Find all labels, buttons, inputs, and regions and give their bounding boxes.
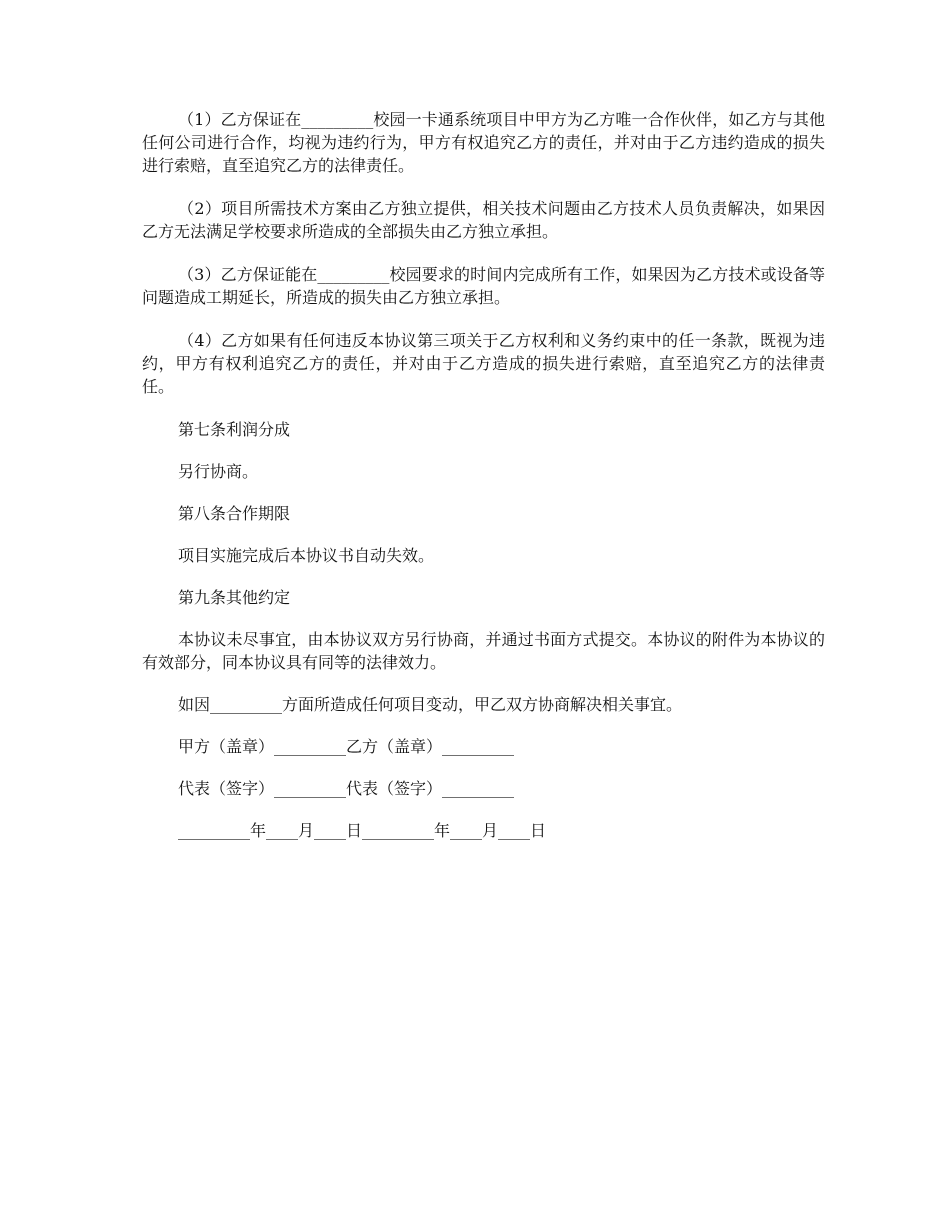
clause-1: （1）乙方保证在_________校园一卡通系统项目中甲方为乙方唯一合作伙伴，如乙方与其他任何公司进行合作，均视为违约行为，甲方有权追究乙方的责任，并对由于乙方违约造成的损失进行索赔，直至追究乙方的法律责任。 bbox=[142, 110, 825, 175]
article-8-body: 项目实施完成后本协议书自动失效。 bbox=[178, 546, 435, 565]
clause-3: （3）乙方保证能在_________校园要求的时间内完成所有工作，如果因为乙方技术或设备等问题造成工期延长，所造成的损失由乙方独立承担。 bbox=[142, 265, 825, 307]
article-8-heading: 第八条合作期限 bbox=[178, 504, 291, 523]
article-9-body-2: 如因_________方面所造成任何项目变动，甲乙双方协商解决相关事宜。 bbox=[178, 695, 683, 714]
clause-2: （2）项目所需技术方案由乙方独立提供，相关技术问题由乙方技术人员负责解决，如果因乙方无法满足学校要求所造成的全部损失由乙方独立承担。 bbox=[142, 199, 825, 241]
article-7-heading: 第七条利润分成 bbox=[178, 420, 291, 439]
clause-4: （4）乙方如果有任何违反本协议第三项关于乙方权利和义务约束中的任一条款，既视为违约，甲方有权利追究乙方的责任，并对由于乙方造成的损失进行索赔，直至追究乙方的法律责任。 bbox=[142, 331, 825, 396]
article-9-body-1: 本协议未尽事宜，由本协议双方另行协商，并通过书面方式提交。本协议的附件为本协议的有效部分，同本协议具有同等的法律效力。 bbox=[142, 630, 825, 672]
article-7-body: 另行协商。 bbox=[178, 462, 259, 481]
signature-date-line: _________年____月____日_________年____月____日 bbox=[178, 821, 547, 840]
signature-seal-line: 甲方（盖章）_________乙方（盖章）_________ bbox=[178, 737, 515, 756]
article-9-heading: 第九条其他约定 bbox=[178, 588, 291, 607]
document-page bbox=[142, 108, 825, 842]
signature-representative-line: 代表（签字）_________代表（签字）_________ bbox=[178, 779, 515, 798]
